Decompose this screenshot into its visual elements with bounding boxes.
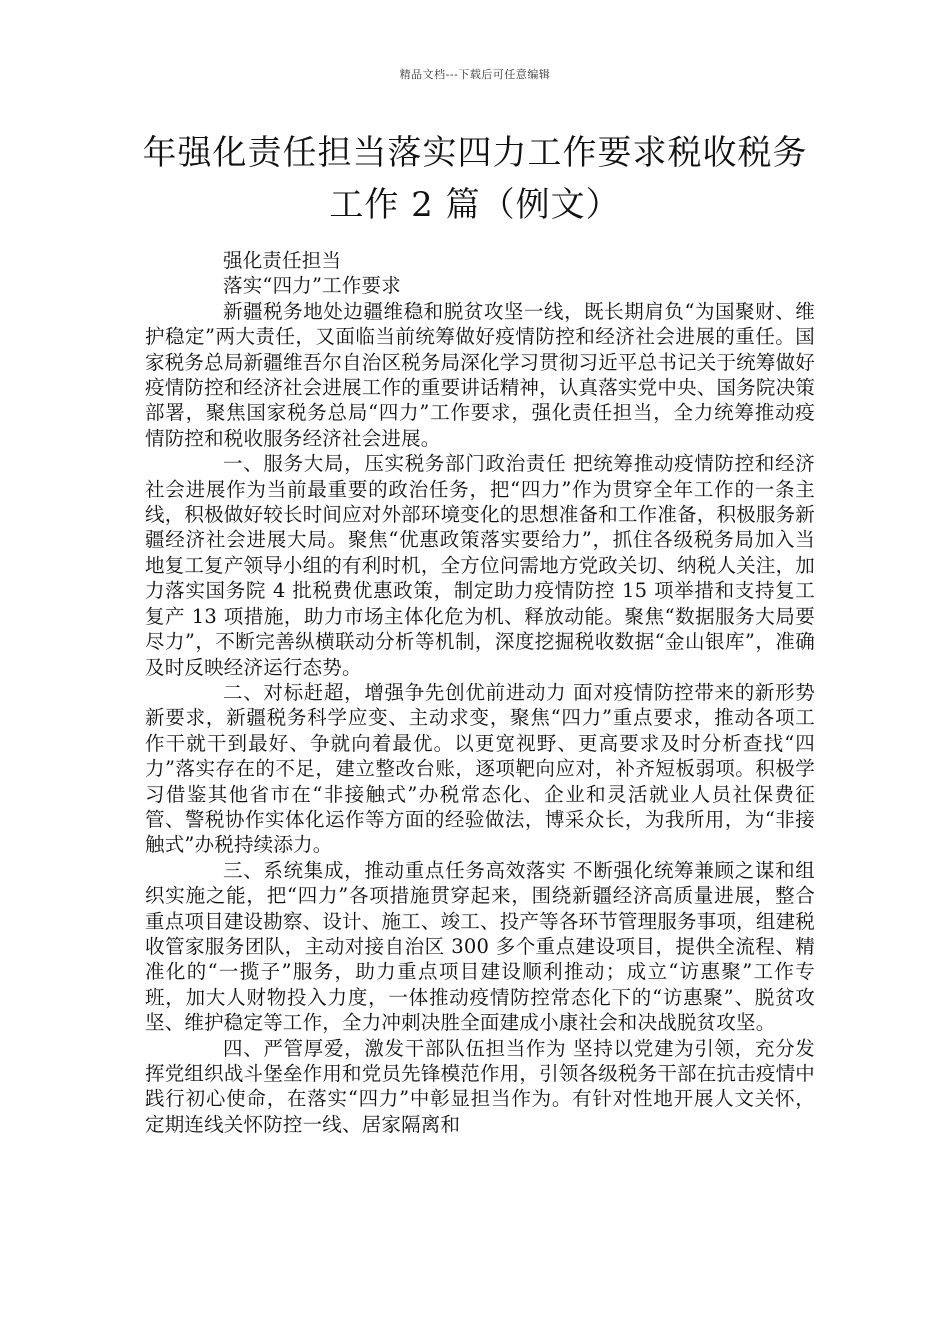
page-header-note: 精品文档---下载后可任意编辑 bbox=[399, 68, 551, 81]
subheading: 落实“四力”工作要求 bbox=[223, 274, 401, 298]
section-paragraph-3: 三、系统集成，推动重点任务高效落实 不断强化统筹兼顾之谋和组织实施之能，把“四力”各项措施贯穿起来，围绕新疆经济高质量进展，整合重点项目建设勘察、设计、施工、竣工、投产等各环节管理服务事项，组建税收管家服务团队，主动对接自治区 300 多个重点建设项目，提供全流程、精准化的“一揽子”服务，助力重点项目建设顺利推动；成立“访惠聚”工作专班，加大人财物投入力度，一体推动疫情防控常态化下的“访惠聚”、脱贫攻坚、维护稳定等工作，全力冲刺决胜全面建成小康社会和决战脱贫攻坚。 bbox=[145, 858, 815, 1035]
section-paragraph-4: 四、严管厚爱，激发干部队伍担当作为 坚持以党建为引领，充分发挥党组织战斗堡垒作用和党员先锋模范作用，引领各级税务干部在抗击疫情中践行初心使命，在落实“四力”中彰显担当作为。有针对性地开展人文关怀，定期连线关怀防控一线、居家隔离和 bbox=[145, 1036, 815, 1136]
document-title: 年强化责任担当落实四力工作要求税收税务工作 2 篇（例文） bbox=[142, 133, 808, 225]
document-body bbox=[145, 248, 815, 1137]
section-paragraph-1: 一、服务大局，压实税务部门政治责任 把统筹推动疫情防控和经济社会进展作为当前最重要的政治任务，把“四力”作为贯穿全年工作的一条主线，积极做好较长时间应对外部环境变化的思想准备和工作准备，积极服务新疆经济社会进展大局。聚焦“优惠政策落实要给力”，抓住各级税务局加入当地复工复产领导小组的有利时机，全方位问需地方党政关切、纳税人关注，加力落实国务院 4 批税费优惠政策，制定助力疫情防控 15 项举措和支持复工复产 13 项措施，助力市场主体化危为机、释放动能。聚焦“数据服务大局要尽力”，不断完善纵横联动分析等机制，深度挖掘税收数据“金山银库”，准确及时反映经济运行态势。 bbox=[145, 452, 815, 679]
section-paragraph-2: 二、对标赶超，增强争先创优前进动力 面对疫情防控带来的新形势新要求，新疆税务科学应变、主动求变，聚焦“四力”重点要求，推动各项工作干就干到最好、争就向着最优。以更宽视野、更高要求及时分析查找“四力”落实存在的不足，建立整改台账，逐项靶向应对，补齐短板弱项。积极学习借鉴其他省市在“非接触式”办税常态化、企业和灵活就业人员社保费征管、警税协作实体化运作等方面的经验做法，博采众长，为我所用，为“非接触式”办税持续添力。 bbox=[145, 680, 815, 857]
subheading: 强化责任担当 bbox=[223, 249, 342, 272]
intro-paragraph: 新疆税务地处边疆维稳和脱贫攻坚一线，既长期肩负“为国聚财、维护稳定”两大责任，又面临当前统筹做好疫情防控和经济社会进展的重任。国家税务总局新疆维吾尔自治区税务局深化学习贯彻习近平总书记关于统筹做好疫情防控和经济社会进展工作的重要讲话精神，认真落实党中央、国务院决策部署，聚焦国家税务总局“四力”工作要求，强化责任担当，全力统筹推动疫情防控和税收服务经济社会进展。 bbox=[145, 299, 815, 450]
